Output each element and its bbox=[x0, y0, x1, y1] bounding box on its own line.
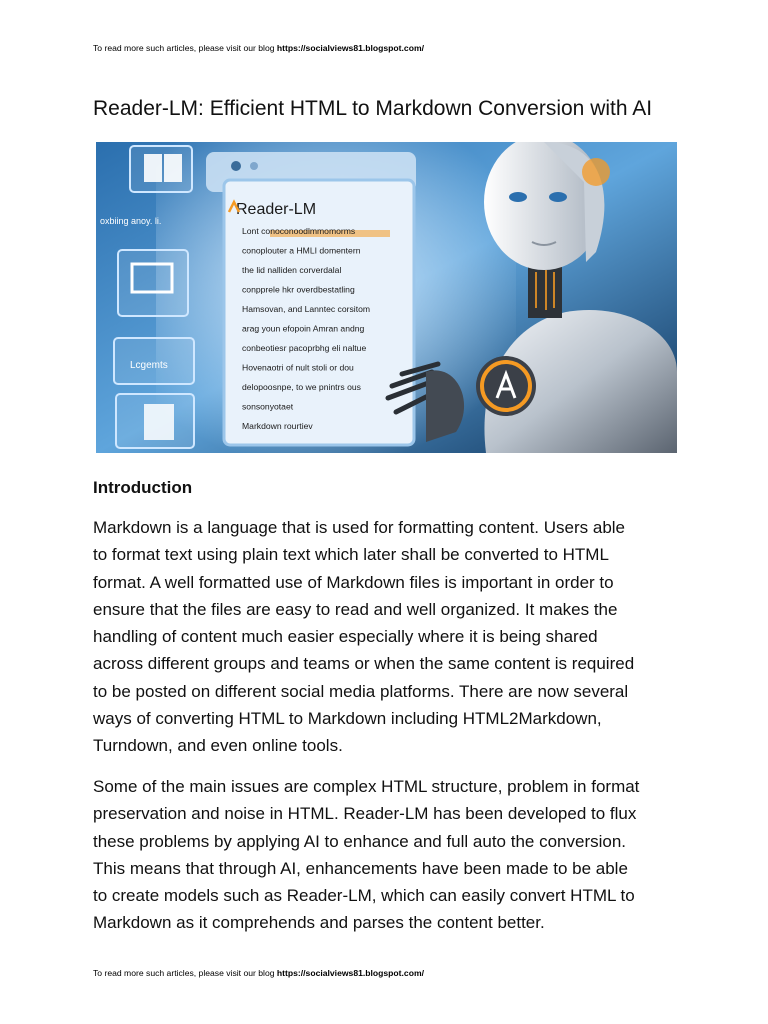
intro-heading: Introduction bbox=[93, 478, 193, 497]
paragraph-line: these problems by applying AI to enhance and full auto the conversion. bbox=[93, 831, 627, 851]
panel-line: arag youn efopoin Amran andng bbox=[242, 323, 365, 334]
panel-line: sonsonyotaet bbox=[242, 401, 294, 412]
panel-line: conbeotiesr pacoprbhg eli naltue bbox=[242, 343, 367, 353]
paragraph-line: to format text using plain text which later shall be converted to HTML bbox=[93, 545, 609, 565]
panel-line: delopoosnpe, to we pnintrs ous bbox=[242, 382, 361, 392]
panel-title: Reader-LM bbox=[236, 201, 317, 218]
paragraph-line: Markdown as it comprehends and parses the content better. bbox=[93, 913, 545, 933]
paragraph-line: to be posted on different social media platforms. There are now several bbox=[93, 681, 629, 701]
footer-note bbox=[93, 968, 424, 978]
left-label-1: oxbiing anoy. li. bbox=[100, 216, 162, 226]
panel-line: Hovenaotri of nult stoli or dou bbox=[242, 362, 354, 373]
paragraph-1 bbox=[93, 514, 693, 760]
footer-note-text: To read more such articles, please visit our blog bbox=[93, 968, 277, 978]
header-note-text: To read more such articles, please visit our blog bbox=[93, 43, 277, 53]
paragraph-line: Turndown, and even online tools. bbox=[93, 736, 343, 756]
footer-blog-link[interactable]: https://socialviews81.blogspot.com/ bbox=[276, 968, 424, 978]
reader-panel bbox=[206, 152, 416, 445]
paragraph-line: Some of the main issues are complex HTML structure, problem in format bbox=[93, 777, 640, 796]
paragraph-line: handling of content much easier especially where it is being shared bbox=[93, 627, 598, 647]
paragraph-line: format. A well formatted use of Markdown files is important in order to bbox=[93, 572, 614, 592]
panel-line: the lid nalliden corverdalal bbox=[242, 265, 342, 275]
left-label-2: Lcgemts bbox=[130, 360, 168, 371]
panel-line: Hamsovan, and Lanntec corsitom bbox=[242, 304, 371, 314]
paragraph-line: preservation and noise in HTML. Reader-LM has been developed to flux bbox=[93, 804, 637, 824]
paragraph-line: ensure that the files are easy to read and well organized. It makes the bbox=[93, 599, 618, 619]
panel-line: Markdown rourtiev bbox=[242, 421, 313, 431]
panel-line: conoplouter a HMLI domentern bbox=[242, 245, 361, 256]
paragraph-2 bbox=[93, 773, 693, 937]
hero-illustration bbox=[96, 142, 677, 453]
paragraph-line: across different groups and teams or when the same content is required bbox=[93, 654, 635, 674]
paragraph-line: Markdown is a language that is used for formatting content. Users able bbox=[93, 518, 626, 537]
header-blog-link[interactable]: https://socialviews81.blogspot.com/ bbox=[276, 43, 424, 53]
paragraph-line: ways of converting HTML to Markdown including HTML2Markdown, bbox=[93, 709, 602, 729]
paragraph-line: This means that through AI, enhancements have been made to be able bbox=[93, 858, 628, 878]
hero-image bbox=[96, 142, 677, 453]
paragraph-line: to create models such as Reader-LM, which can easily convert HTML to bbox=[93, 886, 635, 906]
article-title: Reader-LM: Efficient HTML to Markdown Conversion with AI bbox=[93, 97, 653, 120]
panel-line: conpprele hkr overdbestatling bbox=[242, 284, 355, 295]
panel-line: Lont conoconoodlmmomorms bbox=[242, 226, 356, 236]
header-note bbox=[93, 43, 424, 53]
